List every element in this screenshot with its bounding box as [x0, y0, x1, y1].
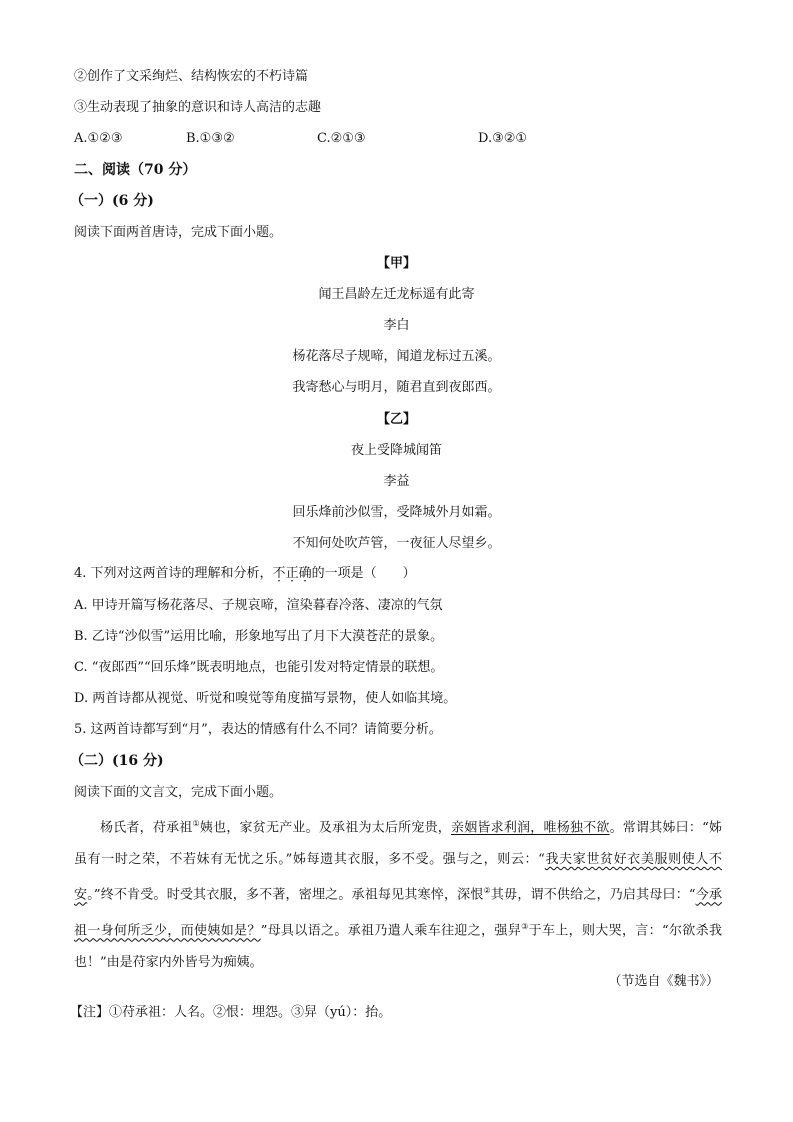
poem-b-title: 夜上受降城闻笛: [350, 443, 442, 458]
passage-underline-1: 亲姻皆求利润，唯杨独不欲: [451, 820, 610, 836]
prev-option-c: C.②①③: [317, 131, 366, 146]
question-4: [74, 565, 416, 583]
q4-option-d: D. 两首诗都从视觉、听觉和嗅觉等角度描写景物，使人如临其境。: [74, 691, 457, 706]
note-ref-1: ①: [192, 819, 200, 828]
passage-wavy-2: 今承祖一身何所乏少，而使姨如是？: [74, 887, 722, 939]
prev-question-item-2: ②创作了文采绚烂、结构恢宏的不朽诗篇: [74, 69, 309, 84]
passage-text-5: 其毋，谓不供给之，乃启其母曰：“: [490, 887, 696, 903]
poem-b-line-2: 不知何处吹芦管，一夜征人尽望乡。: [292, 536, 501, 551]
q4-option-b: B. 乙诗“沙似雪”运用比喻，形象地写出了月下大漠苍茫的景象。: [74, 629, 444, 644]
prev-option-b: B.①③②: [186, 131, 235, 146]
note-ref-3: ③: [521, 922, 529, 932]
part-2-heading: （二）(16 分): [70, 753, 164, 769]
passage-text-3: 。常谓其姊曰：“姊虽有一时之荣，不若妹有无忧之乐。”姊每遗其衣服，多不受。强与之，则云：“: [74, 820, 722, 867]
poem-b-tag: 【乙】: [376, 412, 416, 427]
section-2-heading: 二、阅读（70 分）: [74, 162, 197, 178]
question-5: 5. 这两首诗都写到“月”，表达的情感有什么不同？请简要分析。: [74, 722, 442, 737]
poem-a-author: 李白: [383, 318, 410, 333]
classical-passage: [74, 808, 722, 978]
passage-wavy-1: 我夫家世贫好衣美服则使人不安: [74, 851, 722, 903]
emphasis-char: 正: [285, 566, 299, 581]
passage-source: （节选自《魏书》）: [608, 974, 719, 989]
emphasis-char: 不: [272, 566, 286, 581]
part-1-heading: （一）(6 分): [70, 193, 154, 209]
part-2-instruction: 阅读下面的文言文，完成下面小题。: [74, 785, 283, 800]
poem-a-line-2: 我寄愁心与明月，随君直到夜郎西。: [292, 380, 501, 395]
poem-a-line-1: 杨花落尽子规啼，闻道龙标过五溪。: [292, 349, 501, 364]
passage-text-1: 杨氏者，苻承祖: [100, 820, 193, 836]
question-4-emphasis: [273, 566, 312, 581]
poem-a-tag: 【甲】: [376, 256, 416, 271]
poem-b-line-1: 回乐烽前沙似雪，受降城外月如霜。: [292, 505, 501, 520]
passage-notes: 【注】①苻承祖：人名。②恨：埋怨。③舁（yú）：抬。: [70, 1005, 392, 1020]
q4-option-c: C. “夜郎西”“回乐烽”既表明地点，也能引发对特定情景的联想。: [74, 660, 444, 675]
prev-question-item-3: ③生动表现了抽象的意识和诗人高洁的志趣: [74, 100, 322, 115]
note-ref-2: ②: [483, 886, 491, 896]
question-4-prefix: 4. 下列对这两首诗的理解和分析，: [74, 566, 273, 581]
q4-option-a: A. 甲诗开篇写杨花落尽、子规哀啼，渲染暮春冷落、凄凉的气氛: [74, 598, 443, 613]
passage-text-6: ”母具以语之。承祖乃遣人乘车往迎之，强舁: [260, 923, 522, 939]
passage-text-2: 姨也，家贫无产业。及承祖为太后所宠贵，: [199, 820, 451, 836]
prev-option-a: A.①②③: [74, 131, 123, 146]
passage-text-4: 。”终不肯受。时受其衣服，多不著，密埋之。承祖每见其寒悴，深恨: [87, 887, 484, 903]
poem-a-title: 闻王昌龄左迁龙标遥有此寄: [318, 287, 475, 302]
part-1-instruction: 阅读下面两首唐诗，完成下面小题。: [74, 225, 283, 240]
emphasis-char: 确: [298, 566, 312, 581]
question-4-suffix: 的一项是（ ）: [311, 566, 416, 581]
passage-text-7: 于车上，则大哭，言：“尔欲杀我也！”由是苻家内外皆号为痴姨。: [74, 923, 722, 970]
prev-option-d: D.③②①: [478, 131, 528, 146]
poem-b-author: 李益: [383, 474, 410, 489]
